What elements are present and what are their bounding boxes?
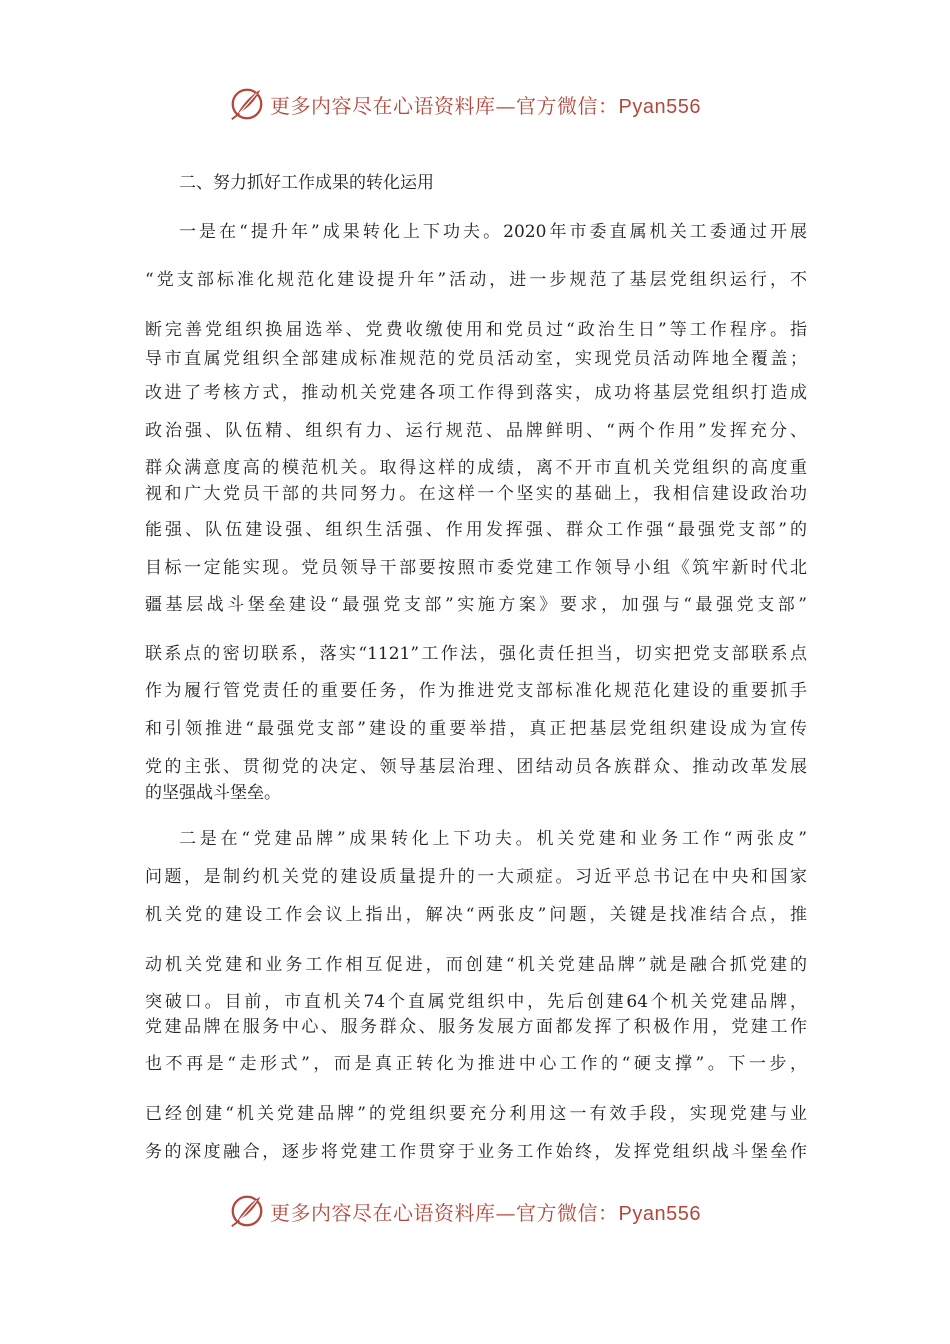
- banner-text: 更多内容尽在心语资料库—官方微信：Pyan556: [270, 93, 701, 118]
- text-line: 已经创建“机关党建品牌”的党组织要充分利用这一有效手段，实现党建与业: [145, 1104, 807, 1124]
- footer-watermark-banner: [228, 1191, 701, 1231]
- text-line: 视和广大党员干部的共同努力。在这样一个坚实的基础上，我相信建设政治功: [145, 484, 807, 504]
- text-line: 目标一定能实现。党员领导干部要按照市委党建工作领导小组《筑牢新时代北: [145, 558, 807, 578]
- text-line: 问题，是制约机关党的建设质量提升的一大顽症。习近平总书记在中央和国家: [145, 867, 807, 887]
- wechat-id: Pyan556: [618, 1202, 701, 1225]
- text-line: 政治强、队伍精、组织有力、运行规范、品牌鲜明、“两个作用”发挥充分、: [145, 421, 807, 441]
- text-line: 疆基层战斗堡垒建设“最强党支部”实施方案》要求，加强与“最强党支部”: [145, 595, 807, 615]
- feather-pen-logo-icon: [228, 85, 266, 123]
- text-line: 党的主张、贯彻党的决定、领导基层治理、团结动员各族群众、推动改革发展: [145, 757, 807, 777]
- text-line: “党支部标准化规范化建设提升年”活动，进一步规范了基层党组织运行，不: [145, 270, 807, 290]
- text-line: 联系点的密切联系，落实“1121”工作法，强化责任担当，切实把党支部联系点: [145, 644, 807, 664]
- text-line: 和引领推进“最强党支部”建设的重要举措，真正把基层党组织建设成为宣传: [145, 719, 807, 739]
- text-line: 的坚强战斗堡垒。: [145, 783, 281, 803]
- text-line: 务的深度融合，逐步将党建工作贯穿于业务工作始终，发挥党组织战斗堡垒作: [145, 1142, 807, 1162]
- section-heading: 二、努力抓好工作成果的转化运用: [179, 173, 434, 193]
- text-line: 群众满意度高的模范机关。取得这样的成绩，离不开市直机关党组织的高度重: [145, 458, 807, 478]
- banner-text: 更多内容尽在心语资料库—官方微信：Pyan556: [270, 1200, 701, 1225]
- text-line: 导市直属党组织全部建成标准规范的党员活动室，实现党员活动阵地全覆盖；: [145, 349, 807, 369]
- text-line: 机关党的建设工作会议上指出，解决“两张皮”问题，关键是找准结合点，推: [145, 905, 807, 925]
- text-line: 断完善党组织换届选举、党费收缴使用和党员过“政治生日”等工作程序。指: [145, 320, 807, 340]
- text-line: 二是在“党建品牌”成果转化上下功夫。机关党建和业务工作“两张皮”: [179, 829, 807, 849]
- text-line: 党建品牌在服务中心、服务群众、服务发展方面都发挥了积极作用，党建工作: [145, 1017, 807, 1037]
- text-line: 动机关党建和业务工作相互促进，而创建“机关党建品牌”就是融合抓党建的: [145, 955, 807, 975]
- wechat-id: Pyan556: [618, 95, 701, 118]
- text-line: 能强、队伍建设强、组织生活强、作用发挥强、群众工作强“最强党支部”的: [145, 520, 807, 540]
- text-line: 改进了考核方式，推动机关党建各项工作得到落实，成功将基层党组织打造成: [145, 383, 807, 403]
- text-line: 也不再是“走形式”，而是真正转化为推进中心工作的“硬支撑”。下一步，: [145, 1054, 807, 1074]
- feather-pen-logo-icon: [228, 1192, 266, 1230]
- header-watermark-banner: [228, 84, 701, 124]
- text-line: 一是在“提升年”成果转化上下功夫。2020年市委直属机关工委通过开展: [179, 222, 807, 242]
- text-line: 突破口。目前，市直机关74个直属党组织中，先后创建64个机关党建品牌，: [145, 992, 807, 1012]
- text-line: 作为履行管党责任的重要任务，作为推进党支部标准化规范化建设的重要抓手: [145, 681, 807, 701]
